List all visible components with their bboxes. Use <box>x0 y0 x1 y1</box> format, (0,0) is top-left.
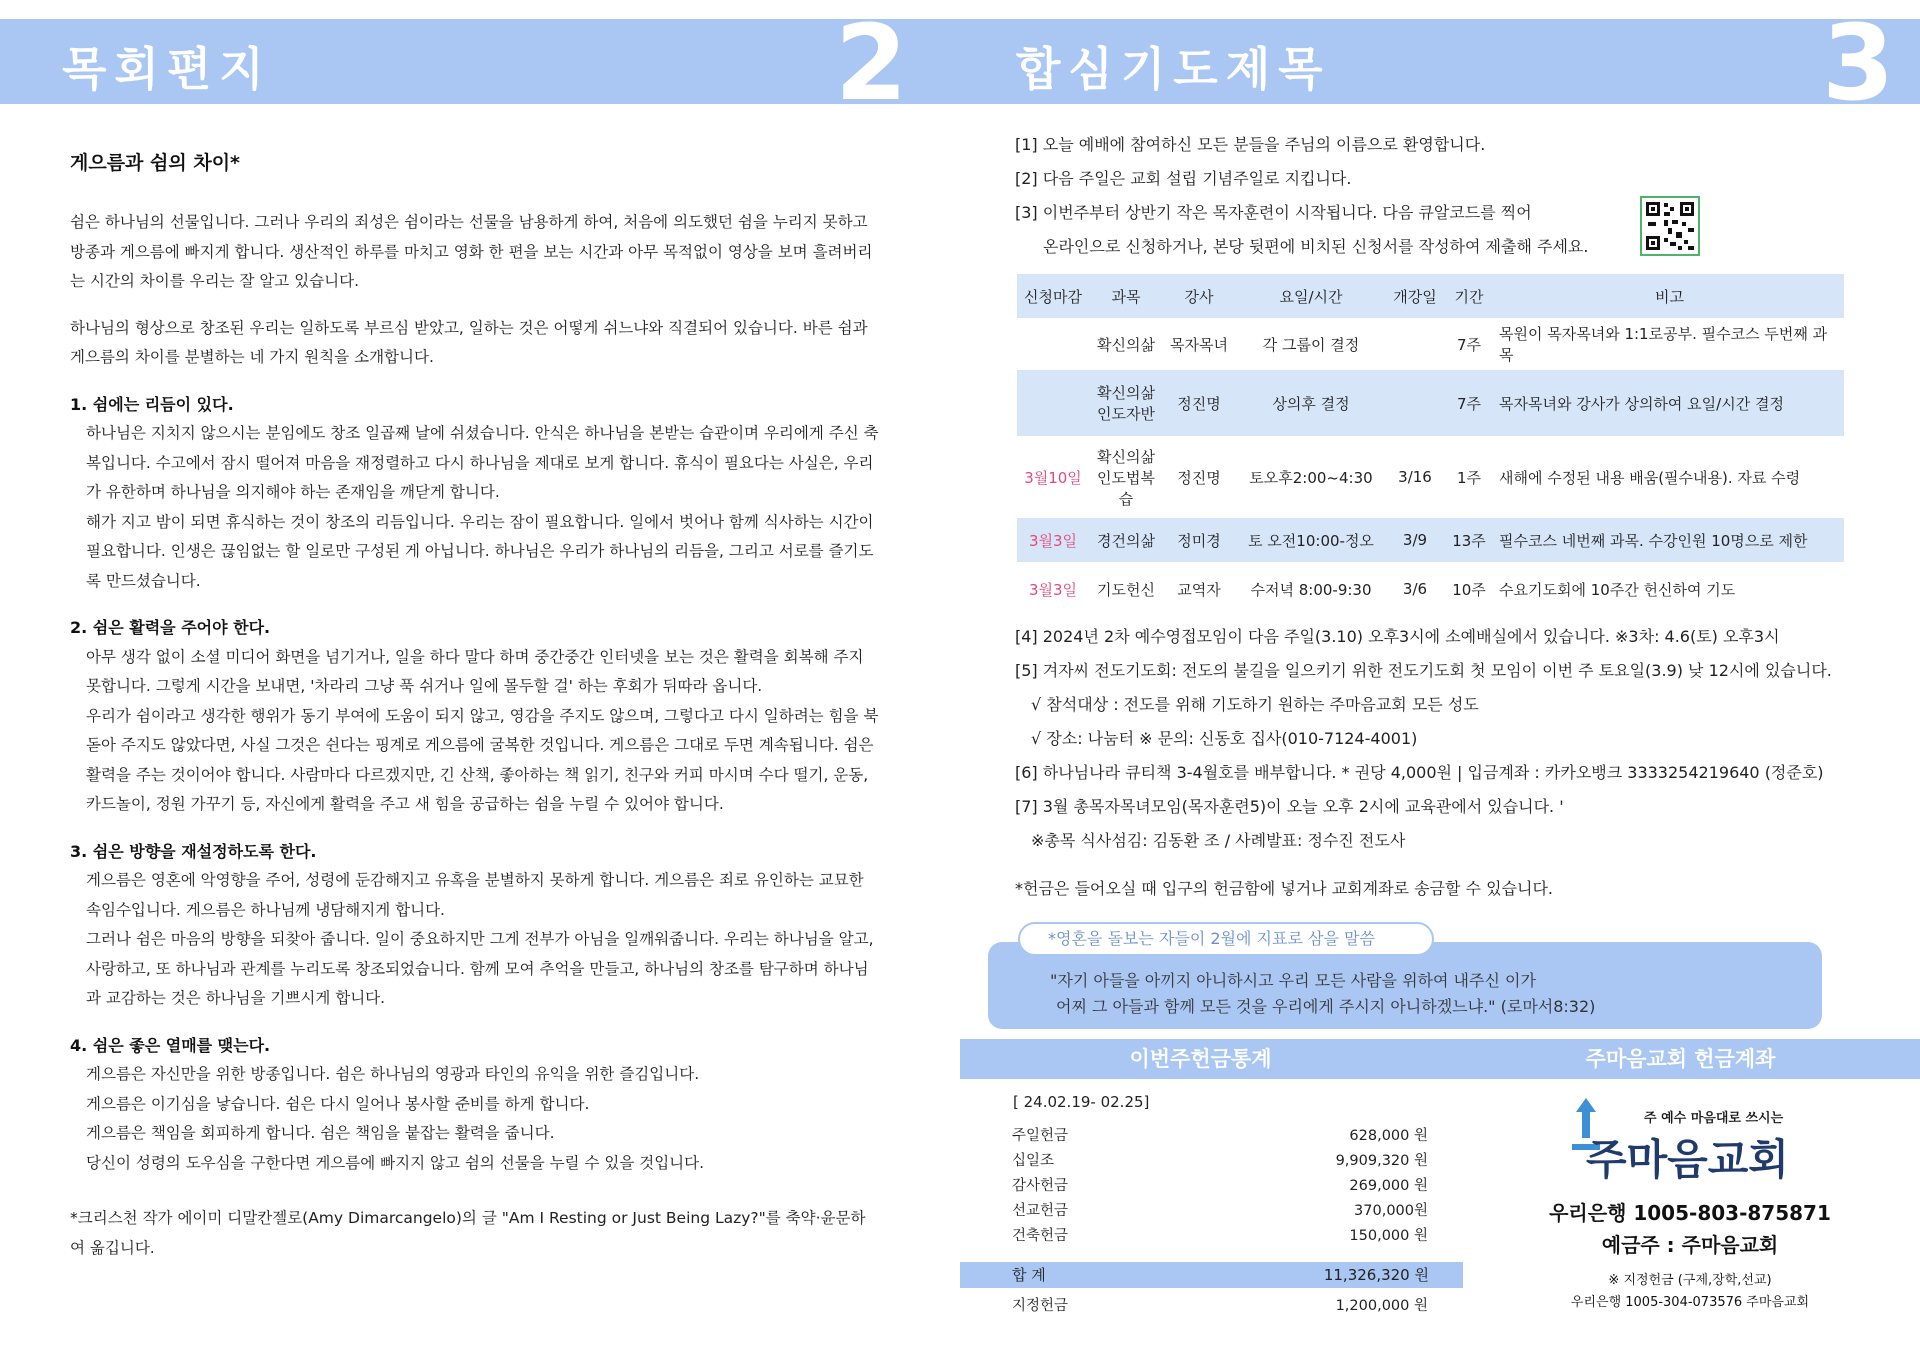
section-text: 그러나 쉼은 마음의 방향을 되찾아 줍니다. 일이 중요하지만 그게 전부가 아님을 일깨워줍니다. 우리는 하나님을 알고, 사랑하고, 또 하나님과 관계를 누리도록 창조되었습니다. 함께 모여 추억을 만들고, 하나님의 창조를 탐구하며 하나님과 교감하는 것은 하나님을 기쁘시게 합니다. <box>86 930 874 1007</box>
section-heading: 3. 쉼은 방향을 재설정하도록 한다. <box>70 841 317 861</box>
table-row <box>1017 370 1844 436</box>
teacher-cell: 정진명 <box>1177 468 1221 487</box>
stat-amount: 9,909,320 원 <box>1335 1153 1428 1169</box>
prayer-item-3-cont: 온라인으로 신청하거나, 본당 뒷편에 비치된 신청서를 작성하여 제출해 주세요. <box>1043 237 1589 256</box>
time-cell: 토 오전10:00-정오 <box>1235 518 1387 562</box>
deadline-cell <box>1017 370 1089 436</box>
verse-text <box>1050 968 1595 1020</box>
note-cell: 목자목녀와 강사가 상의하여 요일/시간 결정 <box>1495 370 1844 436</box>
prayer-item-5: [5] 겨자씨 전도기도회: 전도의 불길을 일으키기 위한 전도기도회 첫 모임이 이번 주 토요일(3.9) 낮 12시에 있습니다. <box>1015 661 1832 680</box>
time-cell: 수저녁 8:00-9:30 <box>1250 580 1372 599</box>
stat-label: 선교헌금 <box>1012 1203 1069 1219</box>
letter-title: 게으름과 쉼의 차이* <box>70 152 240 174</box>
bank-account-line: 우리은행 1005-803-875871 <box>1549 1201 1831 1225</box>
letter-intro-2: 하나님의 형상으로 창조된 우리는 일하도록 부르심 받았고, 일하는 것은 어떻게 쉬느냐와 직결되어 있습니다. 바른 쉼과 게으름의 차이를 분별하는 네 가지 원칙을 소개합니다. <box>70 318 868 366</box>
letter-section-4 <box>70 1031 880 1179</box>
verse-line-2: 어찌 그 아들과 함께 모든 것을 우리에게 주시지 아니하겠느냐." (로마서8:32) <box>1056 997 1596 1016</box>
stat-row <box>1012 1174 1462 1199</box>
pastoral-letter <box>70 148 880 1263</box>
offering-stats-table <box>1012 1124 1462 1249</box>
section-text: 아무 생각 없이 소셜 미디어 화면을 넘기거나, 일을 하다 말다 하며 중간중간 인터넷을 보는 것은 활력을 회복해 주지 못합니다. 그렇게 시간을 보내면, '차라리 그냥 푹 쉬거나 일에 몰두할 걸' 하는 후회가 뒤따라 옵니다. <box>86 647 864 695</box>
prayer-item-2: [2] 다음 주일은 교회 설립 기념주일로 지킵니다. <box>1015 169 1352 188</box>
weeks-cell: 10주 <box>1452 580 1486 599</box>
prayer-item-7: [7] 3월 총목자목녀모임(목자훈련5)이 오늘 오후 2시에 교육관에서 있습니다. ' <box>1015 797 1564 816</box>
account-info <box>1520 1197 1860 1313</box>
deadline-cell <box>1017 318 1089 370</box>
table-row <box>1017 318 1844 370</box>
section-text: 게으름은 자신만을 위한 방종입니다. 쉼은 하나님의 영광과 타인의 유익을 위한 즐김입니다. <box>86 1065 700 1083</box>
section-text: 게으름은 영혼에 악영향을 주어, 성령에 둔감해지고 유혹을 분별하지 못하게 합니다. 게으름은 죄로 유인하는 교묘한 속임수입니다. 게으름은 하나님께 냉담해지게 합니다. <box>86 871 864 919</box>
training-course-table <box>1017 274 1844 616</box>
church-logo <box>1570 1094 1790 1190</box>
prayer-item-3: [3] 이번주부터 상반기 작은 목자훈련이 시작됩니다. 다음 큐알코드를 찍어 <box>1015 203 1532 222</box>
stat-total-row <box>960 1262 1463 1288</box>
table-row <box>1017 562 1844 616</box>
course-cell: 확신의삶 인도자반 <box>1089 370 1163 436</box>
designated-row <box>1012 1294 1428 1319</box>
offering-stats-header: 이번주헌금통계 <box>960 1039 1441 1079</box>
col-start: 개강일 <box>1387 274 1443 318</box>
teacher-cell: 교역자 <box>1177 580 1221 599</box>
offering-note: *헌금은 들어오실 때 입구의 헌금함에 넣거나 교회계좌로 송금할 수 있습니다. <box>1015 879 1553 898</box>
designated-account-line: 우리은행 1005-304-073576 주마음교회 <box>1570 1295 1810 1310</box>
weeks-cell: 7주 <box>1443 370 1495 436</box>
stat-amount: 269,000 원 <box>1349 1178 1428 1194</box>
stat-row <box>1012 1149 1462 1174</box>
col-weeks: 기간 <box>1443 274 1495 318</box>
stat-amount: 628,000 원 <box>1349 1128 1428 1144</box>
deadline-cell: 3월3일 <box>1028 580 1078 599</box>
total-label: 합 계 <box>1012 1266 1046 1284</box>
note-cell: 목원이 목자목녀와 1:1로공부. 필수코스 두번째 과목 <box>1499 325 1828 364</box>
stat-row <box>1012 1199 1462 1224</box>
left-page-number: 2 <box>835 2 908 124</box>
designated-offering-note: ※ 지정헌금 (구제,장학,선교) <box>1608 1273 1772 1288</box>
stat-row <box>1012 1224 1462 1249</box>
prayer-item-5-place: √ 장소: 나눔터 ※ 문의: 신동호 집사(010-7124-4001) <box>1031 729 1418 748</box>
right-page-number: 3 <box>1822 2 1895 124</box>
start-cell: 3/6 <box>1402 580 1428 598</box>
table-row <box>1017 436 1844 518</box>
stat-row <box>1012 1124 1462 1149</box>
prayer-item-6: [6] 하나님나라 큐티책 3-4월호를 배부합니다. * 권당 4,000원 | 입금계좌 : 카카오뱅크 3333254219640 (정준호) <box>1015 763 1824 782</box>
letter-source-note: *크리스천 작가 에이미 디말칸젤로(Amy Dimarcangelo)의 글 "Am I Resting or Just Being Lazy?"를 축약·윤문하여 옮깁니다. <box>70 1209 866 1257</box>
col-note: 비고 <box>1495 274 1844 318</box>
course-cell: 확신의삶 <box>1097 335 1155 354</box>
prayer-item-1: [1] 오늘 예배에 참여하신 모든 분들을 주님의 이름으로 환영합니다. <box>1015 135 1486 154</box>
prayer-item-4: [4] 2024년 2차 예수영접모임이 다음 주일(3.10) 오후3시에 소예배실에서 있습니다. ※3차: 4.6(토) 오후3시 <box>1015 627 1780 646</box>
left-page-title: 목회편지 <box>62 42 272 96</box>
section-text: 당신이 성령의 도우심을 구한다면 게으름에 빠지지 않고 쉼의 선물을 누릴 수 있을 것입니다. <box>86 1153 705 1172</box>
stats-date-range: [ 24.02.19- 02.25] <box>1013 1093 1150 1111</box>
col-teacher: 강사 <box>1163 274 1235 318</box>
note-cell: 새해에 수정된 내용 배움(필수내용). 자료 수령 <box>1499 468 1801 487</box>
col-time: 요일/시간 <box>1235 274 1387 318</box>
start-cell: 3/16 <box>1398 468 1432 486</box>
start-cell <box>1387 370 1443 436</box>
start-cell: 3/9 <box>1387 518 1443 562</box>
stat-amount: 370,000원 <box>1354 1203 1428 1219</box>
right-header-bar <box>960 2 1920 124</box>
prayer-items-bottom <box>1015 620 1895 906</box>
section-heading: 1. 쉼에는 리듬이 있다. <box>70 394 234 414</box>
logo-name: 주마음교회 <box>1586 1135 1789 1184</box>
weeks-cell: 13주 <box>1443 518 1495 562</box>
prayer-item-7-note: ※총목 식사섬김: 김동환 조 / 사례발표: 정수진 전도사 <box>1031 831 1406 850</box>
section-heading: 4. 쉼은 좋은 열매를 맺는다. <box>70 1035 271 1055</box>
stat-label: 건축헌금 <box>1012 1228 1069 1244</box>
verse-tag: *영혼을 돌보는 자들이 2월에 지표로 삼을 말씀 <box>1018 922 1434 956</box>
stat-label: 십일조 <box>1012 1153 1055 1169</box>
stat-amount: 150,000 원 <box>1349 1228 1428 1244</box>
teacher-cell: 정미경 <box>1163 518 1235 562</box>
time-cell: 상의후 결정 <box>1235 370 1387 436</box>
col-deadline: 신청마감 <box>1017 274 1089 318</box>
letter-section-1 <box>70 390 880 597</box>
letter-intro-1: 쉼은 하나님의 선물입니다. 그러나 우리의 죄성은 쉼이라는 선물을 남용하게 하여, 처음에 의도했던 쉼을 누리지 못하고 방종과 게으름에 빠지게 합니다. 생산적인 하루를 마치고 영화 한 편을 보는 시간과 아무 목적없이 영상을 보며 흘려버리는 시간의 차이를 우리는 잘 알고 있습니다. <box>70 213 873 290</box>
teacher-cell: 목자목녀 <box>1170 335 1228 354</box>
weeks-cell: 7주 <box>1456 335 1482 354</box>
section-heading: 2. 쉼은 활력을 주어야 한다. <box>70 618 271 637</box>
prayer-items-top <box>1015 128 1845 264</box>
note-cell: 필수코스 네번째 과목. 수강인원 10명으로 제한 <box>1495 518 1844 562</box>
section-text: 게으름은 이기심을 낳습니다. 쉼은 다시 일어나 봉사할 준비를 하게 합니다. <box>86 1094 590 1113</box>
course-cell: 확신의삶 인도법복습 <box>1097 447 1155 508</box>
weeks-cell: 1주 <box>1456 468 1482 487</box>
qr-code-icon[interactable] <box>1640 196 1700 256</box>
deadline-cell: 3월3일 <box>1017 518 1089 562</box>
designated-amount: 1,200,000 원 <box>1335 1298 1428 1314</box>
time-cell: 각 그룹이 결정 <box>1262 335 1360 354</box>
section-text: 하나님은 지치지 않으시는 분임에도 창조 일곱째 날에 쉬셨습니다. 안식은 하나님을 본받는 습관이며 우리에게 주신 축복입니다. 수고에서 잠시 떨어져 마음을 재정렬하고 다시 하나님을 제대로 보게 합니다. 휴식이 필요다는 사실은, 우리가 유한하며 하나님을 의지해야 하는 존재임을 깨닫게 합니다. <box>86 424 879 501</box>
logo-tagline: 주 예수 마음대로 쓰시는 <box>1644 1111 1784 1126</box>
section-text: 우리가 쉼이라고 생각한 행위가 동기 부여에 도움이 되지 않고, 영감을 주지도 않으며, 그렇다고 다시 일하려는 힘을 북돋아 주지도 않았다면, 사실 그것은 쉰다는 핑계로 게으름에 굴복한 것입니다. 게으름은 그대로 두면 계속됩니다. 쉼은 활력을 주는 것이어야 합니다. 사람마다 다르겠지만, 긴 산책, 좋아하는 책 읽기, 친구와 커피 마시며 수다 떨기, 운동, 카드놀이, 정원 가꾸기 등, 자신에게 활력을 주고 새 힘을 공급하는 쉼을 누릴 수 있어야 합니다. <box>86 706 879 813</box>
table-header-row <box>1017 274 1844 318</box>
stat-label: 감사헌금 <box>1012 1178 1069 1194</box>
verse-line-1: "자기 아들을 아끼지 아니하시고 우리 모든 사람을 위하여 내주신 이가 <box>1050 971 1536 990</box>
left-header-bar <box>0 2 960 124</box>
deadline-cell: 3월10일 <box>1024 468 1082 487</box>
note-cell: 수요기도회에 10주간 헌신하여 기도 <box>1499 580 1736 599</box>
section-text: 해가 지고 밤이 되면 휴식하는 것이 창조의 리듬입니다. 우리는 잠이 필요합니다. 일에서 벗어나 함께 식사하는 시간이 필요합니다. 인생은 끊임없는 할 일로만 구성된 게 아닙니다. 하나님은 우리가 하나님의 리듬을, 그리고 서로를 즐기도록 만드셨습니다. <box>86 512 874 590</box>
right-page-title: 합심기도제목 <box>1016 42 1331 96</box>
total-amount: 11,326,320 원 <box>1323 1266 1429 1284</box>
time-cell: 토오후2:00~4:30 <box>1249 468 1373 487</box>
prayer-item-5-target: √ 참석대상 : 전도를 위해 기도하기 원하는 주마음교회 모든 성도 <box>1031 695 1479 714</box>
designated-label: 지정헌금 <box>1012 1298 1069 1314</box>
col-course: 과목 <box>1089 274 1163 318</box>
stat-label: 주일헌금 <box>1012 1128 1069 1144</box>
offering-account-header: 주마음교회 헌금계좌 <box>1441 1039 1920 1079</box>
course-cell: 기도헌신 <box>1097 580 1155 599</box>
letter-section-2 <box>70 613 880 820</box>
start-cell <box>1387 318 1443 370</box>
teacher-cell: 정진명 <box>1163 370 1235 436</box>
section-text: 게으름은 책임을 회피하게 합니다. 쉼은 책임을 붙잡는 활력을 줍니다. <box>86 1124 555 1142</box>
letter-section-3 <box>70 837 880 1014</box>
account-holder-line: 예금주 : 주마음교회 <box>1601 1233 1779 1257</box>
course-cell: 경건의삶 <box>1089 518 1163 562</box>
table-row <box>1017 518 1844 562</box>
